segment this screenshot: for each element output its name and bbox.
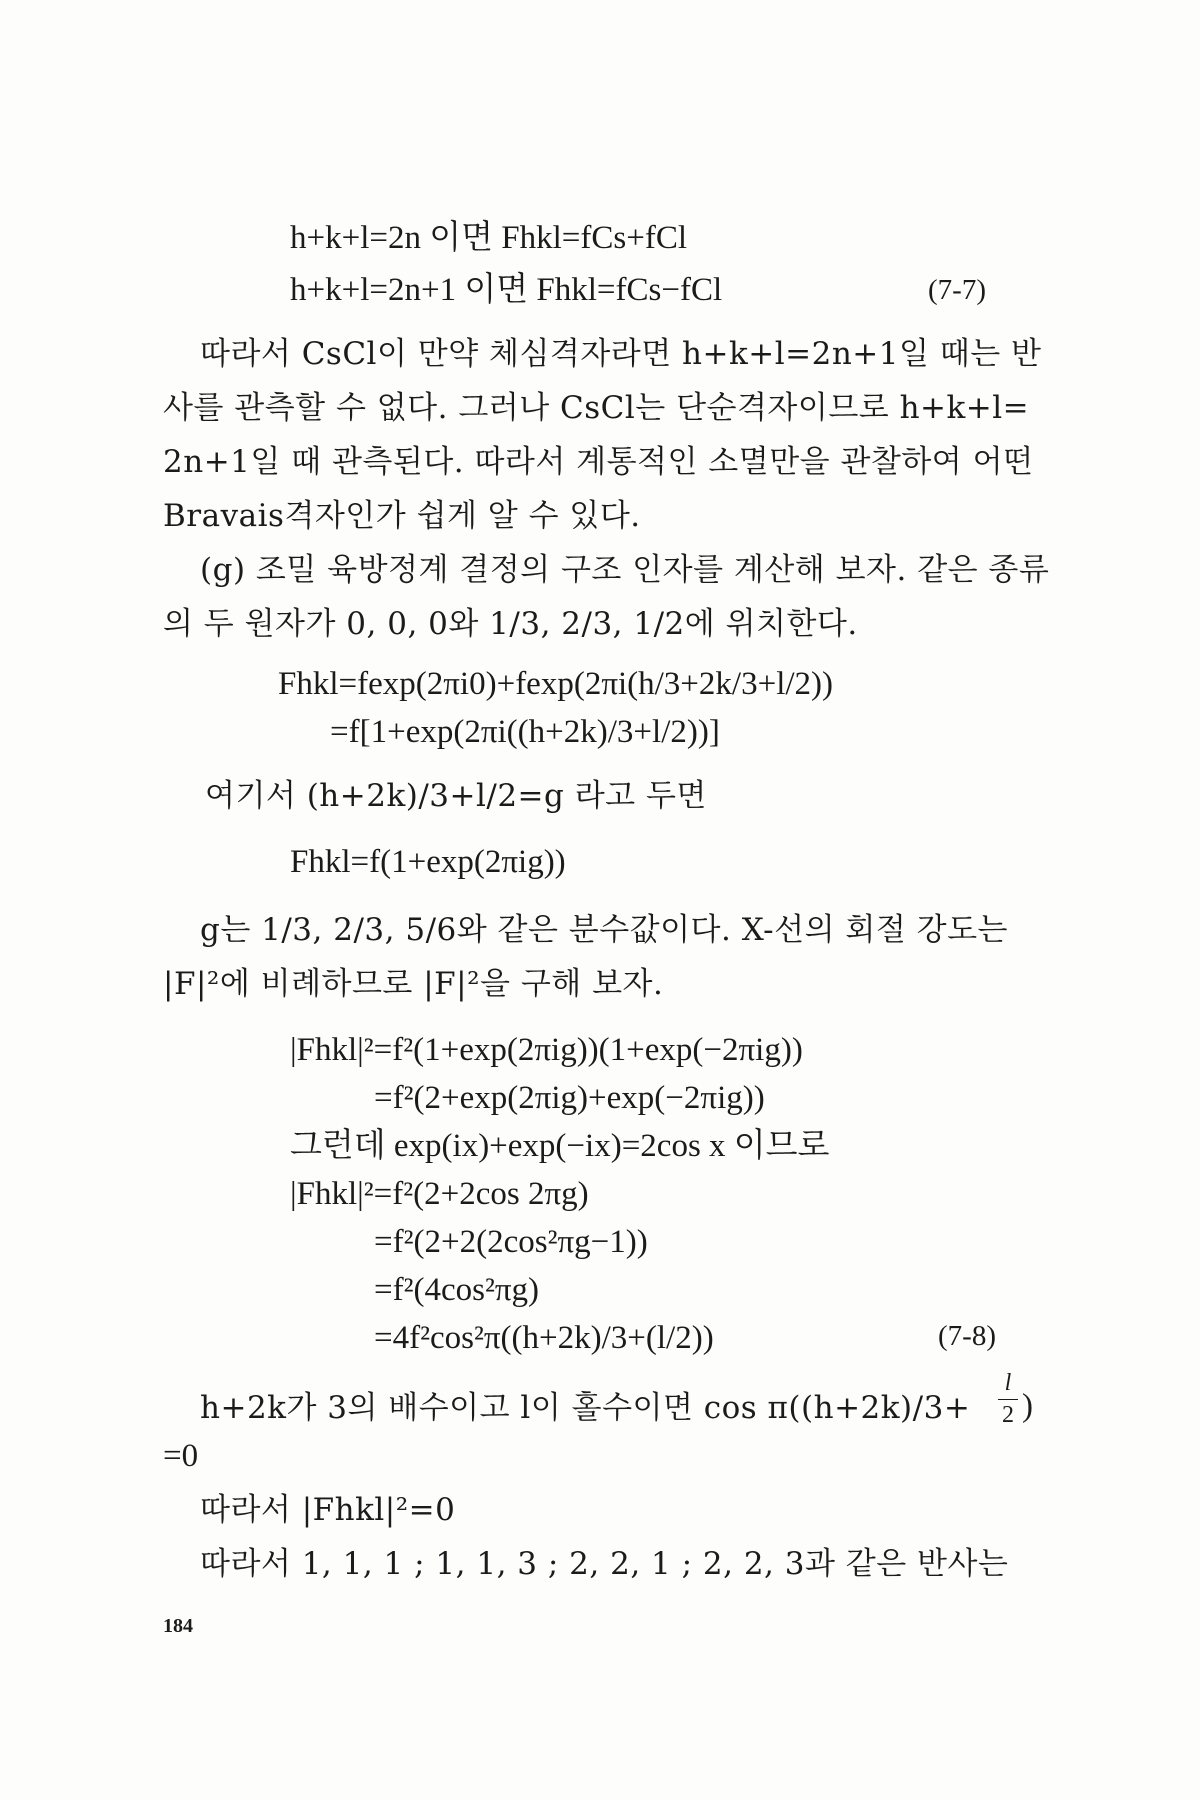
equation-label-7-8: (7-8): [938, 1320, 996, 1352]
equation-sq-line-6: =f²(4cos²πg): [374, 1272, 540, 1308]
paragraph-1-line-3: 2n+1일 때 관측된다. 따라서 계통적인 소멸만을 관찰하여 어떤: [163, 444, 1034, 480]
paragraph-1-line-1: 따라서 CsCl이 만약 체심격자라면 h+k+l=2n+1일 때는 반: [200, 336, 1042, 372]
page-number: 184: [163, 1615, 193, 1637]
equation-f-line-1: Fhkl=fexp(2πi0)+fexp(2πi(h/3+2k/3+l/2)): [278, 666, 834, 702]
closing-paren: ): [1022, 1388, 1033, 1424]
equation-label-7-7: (7-7): [928, 274, 986, 306]
paragraph-2-line-2: 의 두 원자가 0, 0, 0와 1/3, 2/3, 1/2에 위치한다.: [163, 606, 858, 642]
paragraph-3-line-1: g는 1/3, 2/3, 5/6와 같은 분수값이다. X-선의 회절 강도는: [200, 912, 1008, 948]
fraction-bar: [998, 1399, 1018, 1400]
equals-zero-line: =0: [163, 1438, 199, 1474]
equation-7-7-line-2: h+k+l=2n+1 이면 Fhkl=fCs−fCl: [290, 272, 723, 308]
therefore-zero-line: 따라서 |Fhkl|²=0: [200, 1492, 456, 1528]
equation-7-7-line-1: h+k+l=2n 이면 Fhkl=fCs+fCl: [290, 220, 688, 256]
equation-sq-line-2: =f²(2+exp(2πig)+exp(−2πig)): [374, 1080, 765, 1116]
equation-sq-line-1: |Fhkl|²=f²(1+exp(2πig))(1+exp(−2πig)): [290, 1032, 803, 1068]
paragraph-3-line-2: |F|²에 비례하므로 |F|²을 구해 보자.: [163, 966, 664, 1002]
fraction-denominator: 2: [1002, 1402, 1014, 1428]
equation-sq-line-3: 그런데 exp(ix)+exp(−ix)=2cos x 이므로: [290, 1128, 830, 1164]
paragraph-1-line-4: Bravais격자인가 쉽게 알 수 있다.: [163, 498, 641, 534]
final-line: 따라서 1, 1, 1 ; 1, 1, 3 ; 2, 2, 1 ; 2, 2, 3과 같은 반사는: [200, 1546, 1009, 1582]
fraction-l-over-2: [998, 1370, 1018, 1429]
equation-g: Fhkl=f(1+exp(2πig)): [290, 844, 566, 880]
equation-f-line-2: =f[1+exp(2πi((h+2k)/3+l/2))]: [330, 714, 720, 750]
equation-sq-line-7: =4f²cos²π((h+2k)/3+(l/2)): [374, 1320, 714, 1356]
condition-line: h+2k가 3의 배수이고 l이 홀수이면 cos π((h+2k)/3+: [200, 1390, 971, 1426]
fraction-numerator: l: [1004, 1370, 1012, 1396]
equation-sq-line-4: |Fhkl|²=f²(2+2cos 2πg): [290, 1176, 589, 1212]
equation-sq-line-5: =f²(2+2(2cos²πg−1)): [374, 1224, 648, 1260]
paragraph-1-line-2: 사를 관측할 수 없다. 그러나 CsCl는 단순격자이므로 h+k+l=: [163, 390, 1030, 426]
substitution-line: 여기서 (h+2k)/3+l/2=g 라고 두면: [205, 778, 707, 814]
paragraph-2-line-1: (g) 조밀 육방정계 결정의 구조 인자를 계산해 보자. 같은 종류: [200, 552, 1050, 588]
